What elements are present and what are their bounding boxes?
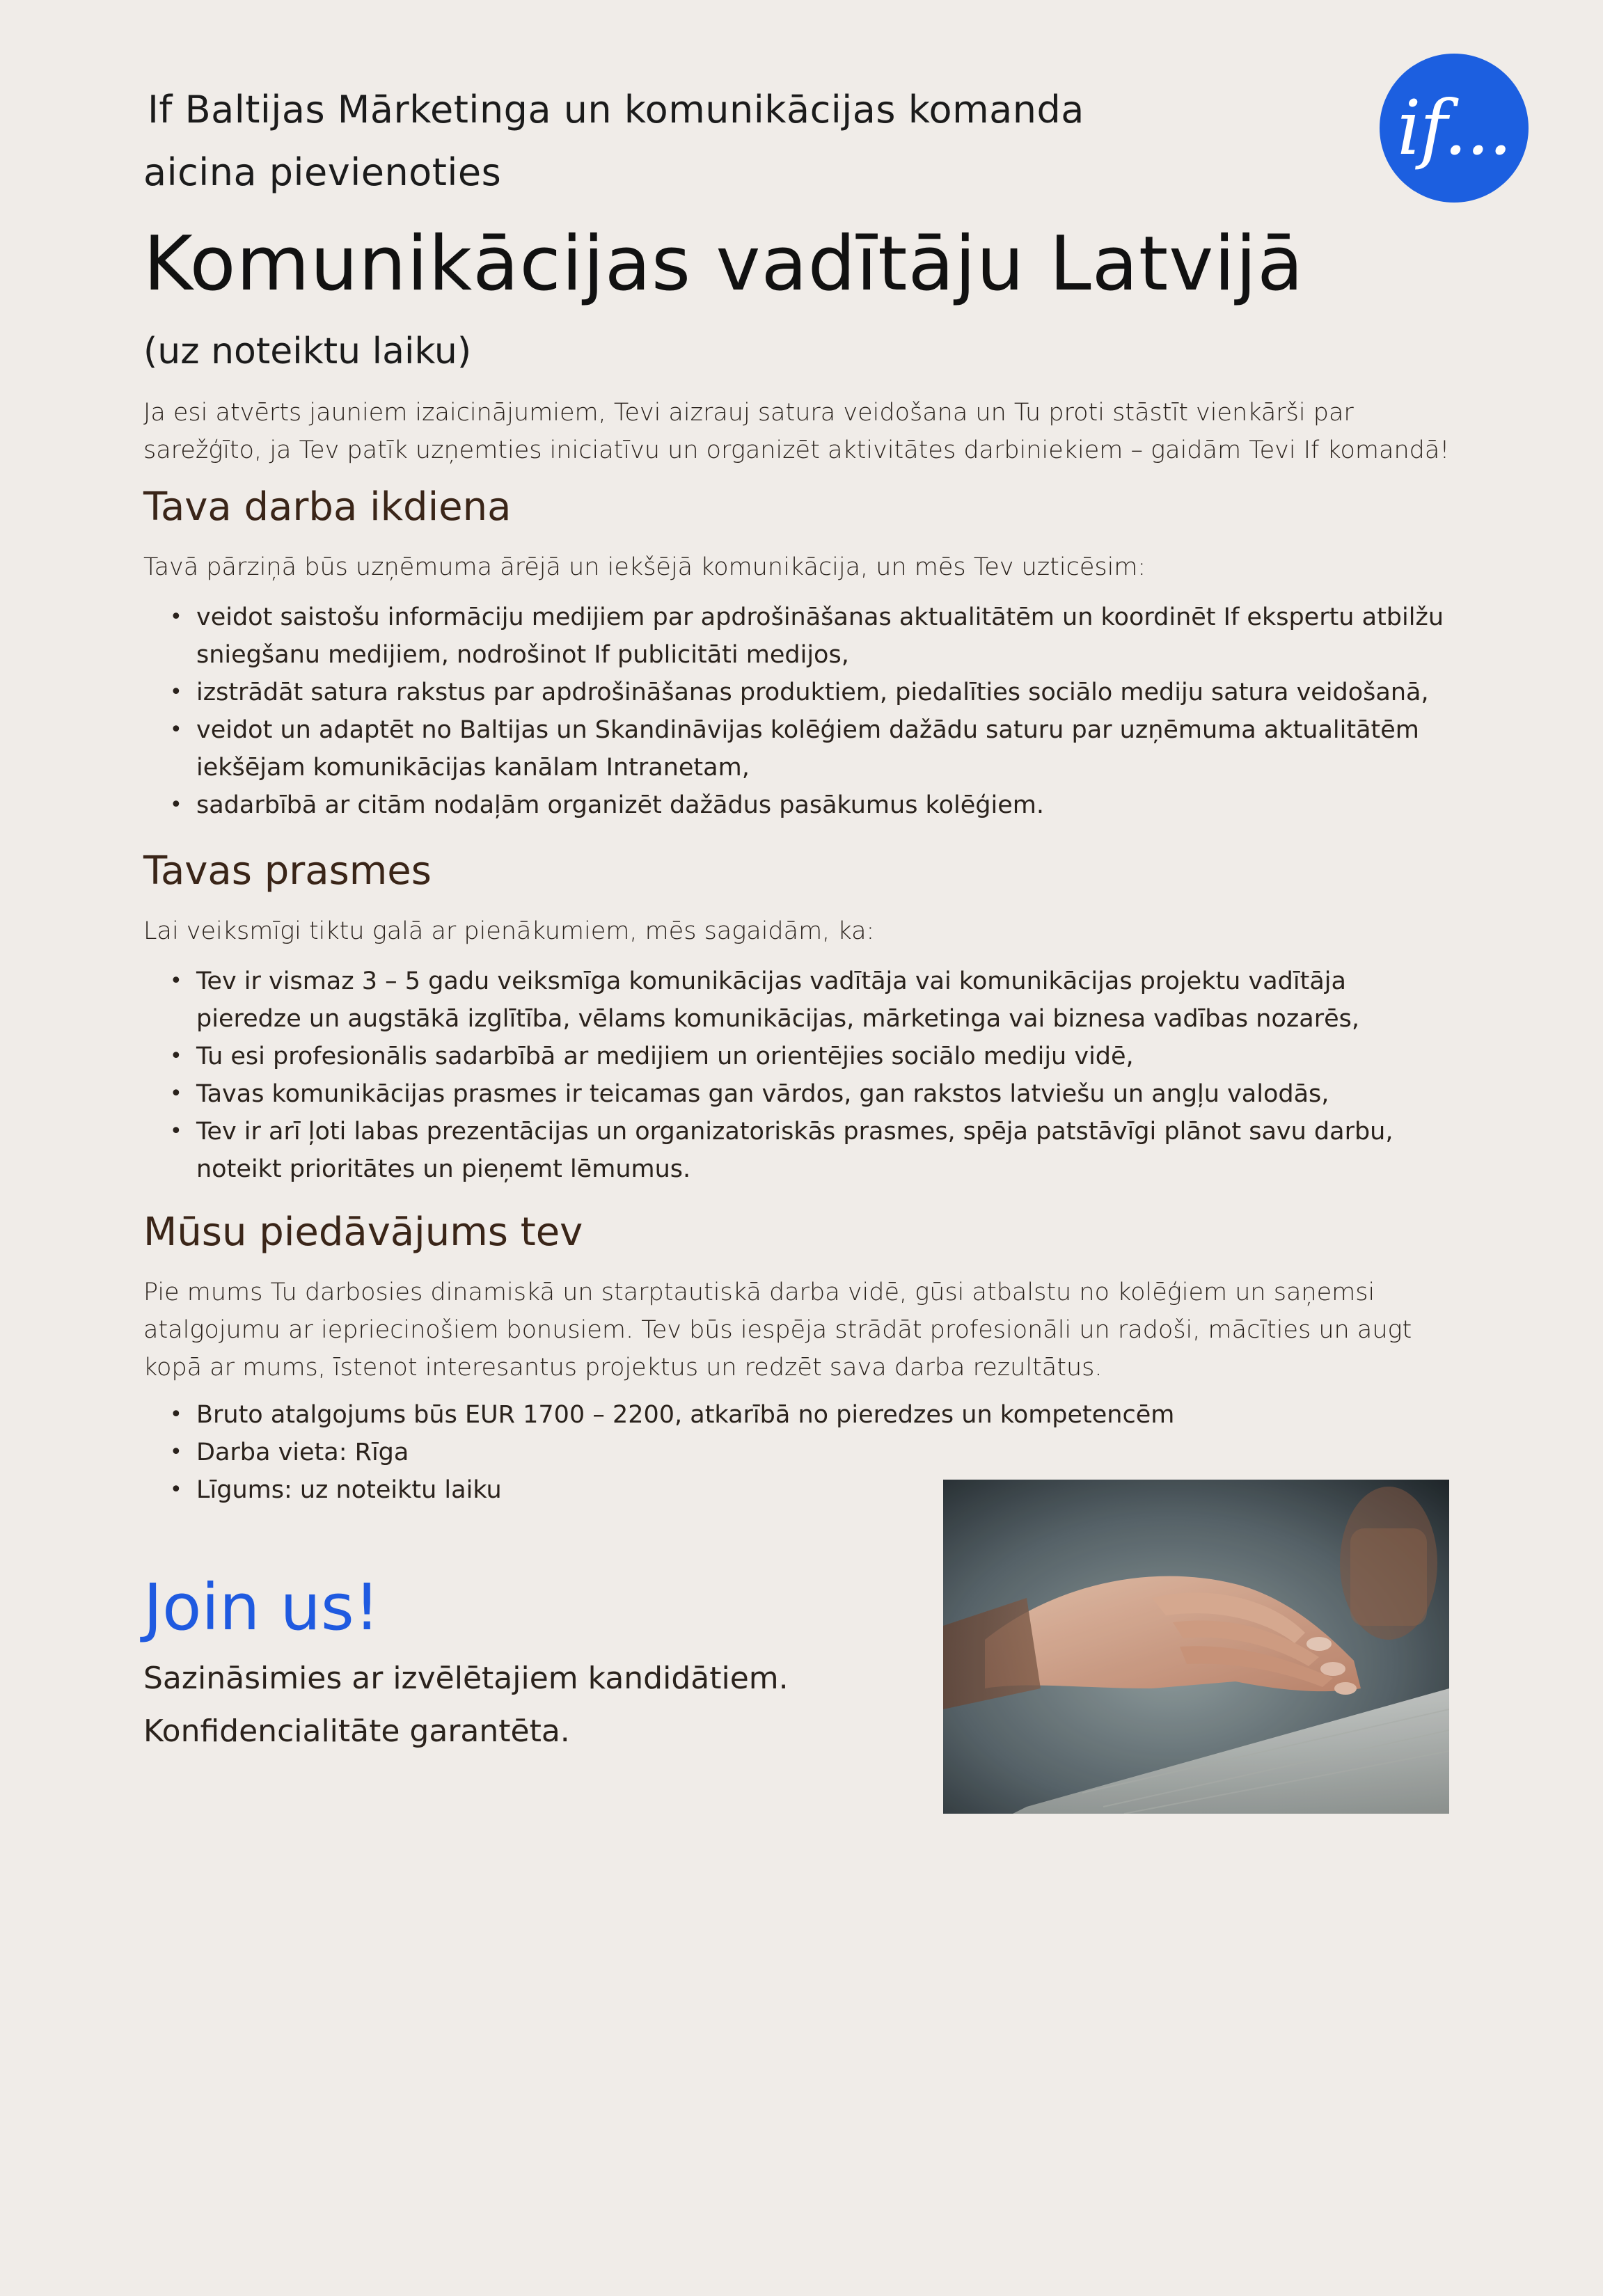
intro-block bbox=[143, 394, 1452, 469]
list-item: • Tu esi profesionālis sadarbībā ar medijiem un orientējies sociālo mediju vidē, bbox=[143, 1038, 1452, 1075]
list-item: • Darba vieta: Rīga bbox=[143, 1434, 1452, 1471]
section-offer bbox=[143, 1201, 1452, 1509]
list-item: • veidot saistošu informāciju medijiem par apdrošināšanas aktualitātēm un koordinēt If ekspertu atbilžu sniegšanu medijiem, nodrošinot If publicitāti medijos, bbox=[143, 599, 1452, 674]
section-lead: Tavā pārziņā būs uzņēmuma ārējā un iekšējā komunikācija, un mēs Tev uzticēsim: bbox=[143, 553, 1146, 581]
list-item: • sadarbībā ar citām nodaļām organizēt dažādus pasākumus kolēģiem. bbox=[143, 786, 1452, 824]
section-heading: Tavas prasmes bbox=[143, 848, 432, 894]
list-item: • Tev ir vismaz 3 – 5 gadu veiksmīga komunikācijas vadītāja vai komunikācijas projektu vadītāja pieredze un augstākā izglītība, vēlams komunikācijas, mārketinga vai biznesa vadības nozarēs, bbox=[143, 963, 1452, 1038]
closing-line: Konfidencialitāte garantēta. bbox=[143, 1713, 570, 1749]
section-daily-work bbox=[143, 476, 1452, 824]
section-lead: Lai veiksmīgi tiktu galā ar pienākumiem, mēs sagaidām, ka: bbox=[143, 917, 875, 945]
section-heading: Tava darba ikdiena bbox=[143, 484, 512, 530]
list-item: • Tavas komunikācijas prasmes ir teicamas gan vārdos, gan rakstos latviešu un angļu valodās, bbox=[143, 1075, 1452, 1113]
closing-text bbox=[143, 1652, 789, 1758]
page-subtitle: (uz noteiktu laiku) bbox=[143, 331, 472, 372]
closing-line: Sazināsimies ar izvēlētajiem kandidātiem. bbox=[143, 1661, 789, 1696]
if-logo: if... bbox=[1380, 54, 1529, 203]
list-item: • Bruto atalgojums būs EUR 1700 – 2200, atkarībā no pieredzes un kompetencēm bbox=[143, 1396, 1452, 1434]
bullet-list bbox=[143, 599, 1452, 824]
list-item: • Līgums: uz noteiktu laiku bbox=[143, 1471, 1452, 1509]
join-us-heading: Join us! bbox=[143, 1570, 380, 1645]
intro-paragraph: Ja esi atvērts jauniem izaicinājumiem, Tevi aizrauj satura veidošana un Tu proti stāstīt vienkārši par sarežģīto, ja Tev patīk uzņemties iniciatīvu un organizēt aktivitātes darbiniekiem – gaidām Tevi If komandā! bbox=[143, 399, 1450, 464]
list-item: • veidot un adaptēt no Baltijas un Skandināvijas kolēģiem dažādu saturu par uzņēmuma aktualitātēm iekšējam komunikācijas kanālam Intranetam, bbox=[143, 711, 1452, 786]
section-lead: Pie mums Tu darbosies dinamiskā un starptautiskā darba vidē, gūsi atbalstu no kolēģiem un saņemsi atalgojumu ar iepriecinošiem bonusiem. Tev būs iespēja strādāt profesionāli un radoši, mācīties un augt kopā ar mums, īstenot interesantus projektus un redzēt sava darba rezultātus. bbox=[143, 1278, 1412, 1381]
page-title: Komunikācijas vadītāju Latvijā bbox=[143, 221, 1304, 308]
bullet-list bbox=[143, 963, 1452, 1188]
section-skills bbox=[143, 840, 1452, 1188]
section-heading: Mūsu piedāvājums tev bbox=[143, 1210, 583, 1255]
intro-line: If Baltijas Mārketinga un komunikācijas komanda bbox=[148, 88, 1084, 132]
typing-hands-photo bbox=[943, 1480, 1449, 1814]
list-item: • izstrādāt satura rakstus par apdrošināšanas produktiem, piedalīties sociālo mediju satura veidošanā, bbox=[143, 674, 1452, 711]
list-item: • Tev ir arī ļoti labas prezentācijas un organizatoriskās prasmes, spēja patstāvīgi plānot savu darbu, noteikt prioritātes un pieņemt lēmumus. bbox=[143, 1113, 1452, 1188]
photo-illustration bbox=[943, 1480, 1449, 1814]
intro-line: aicina pievienoties bbox=[143, 150, 502, 194]
